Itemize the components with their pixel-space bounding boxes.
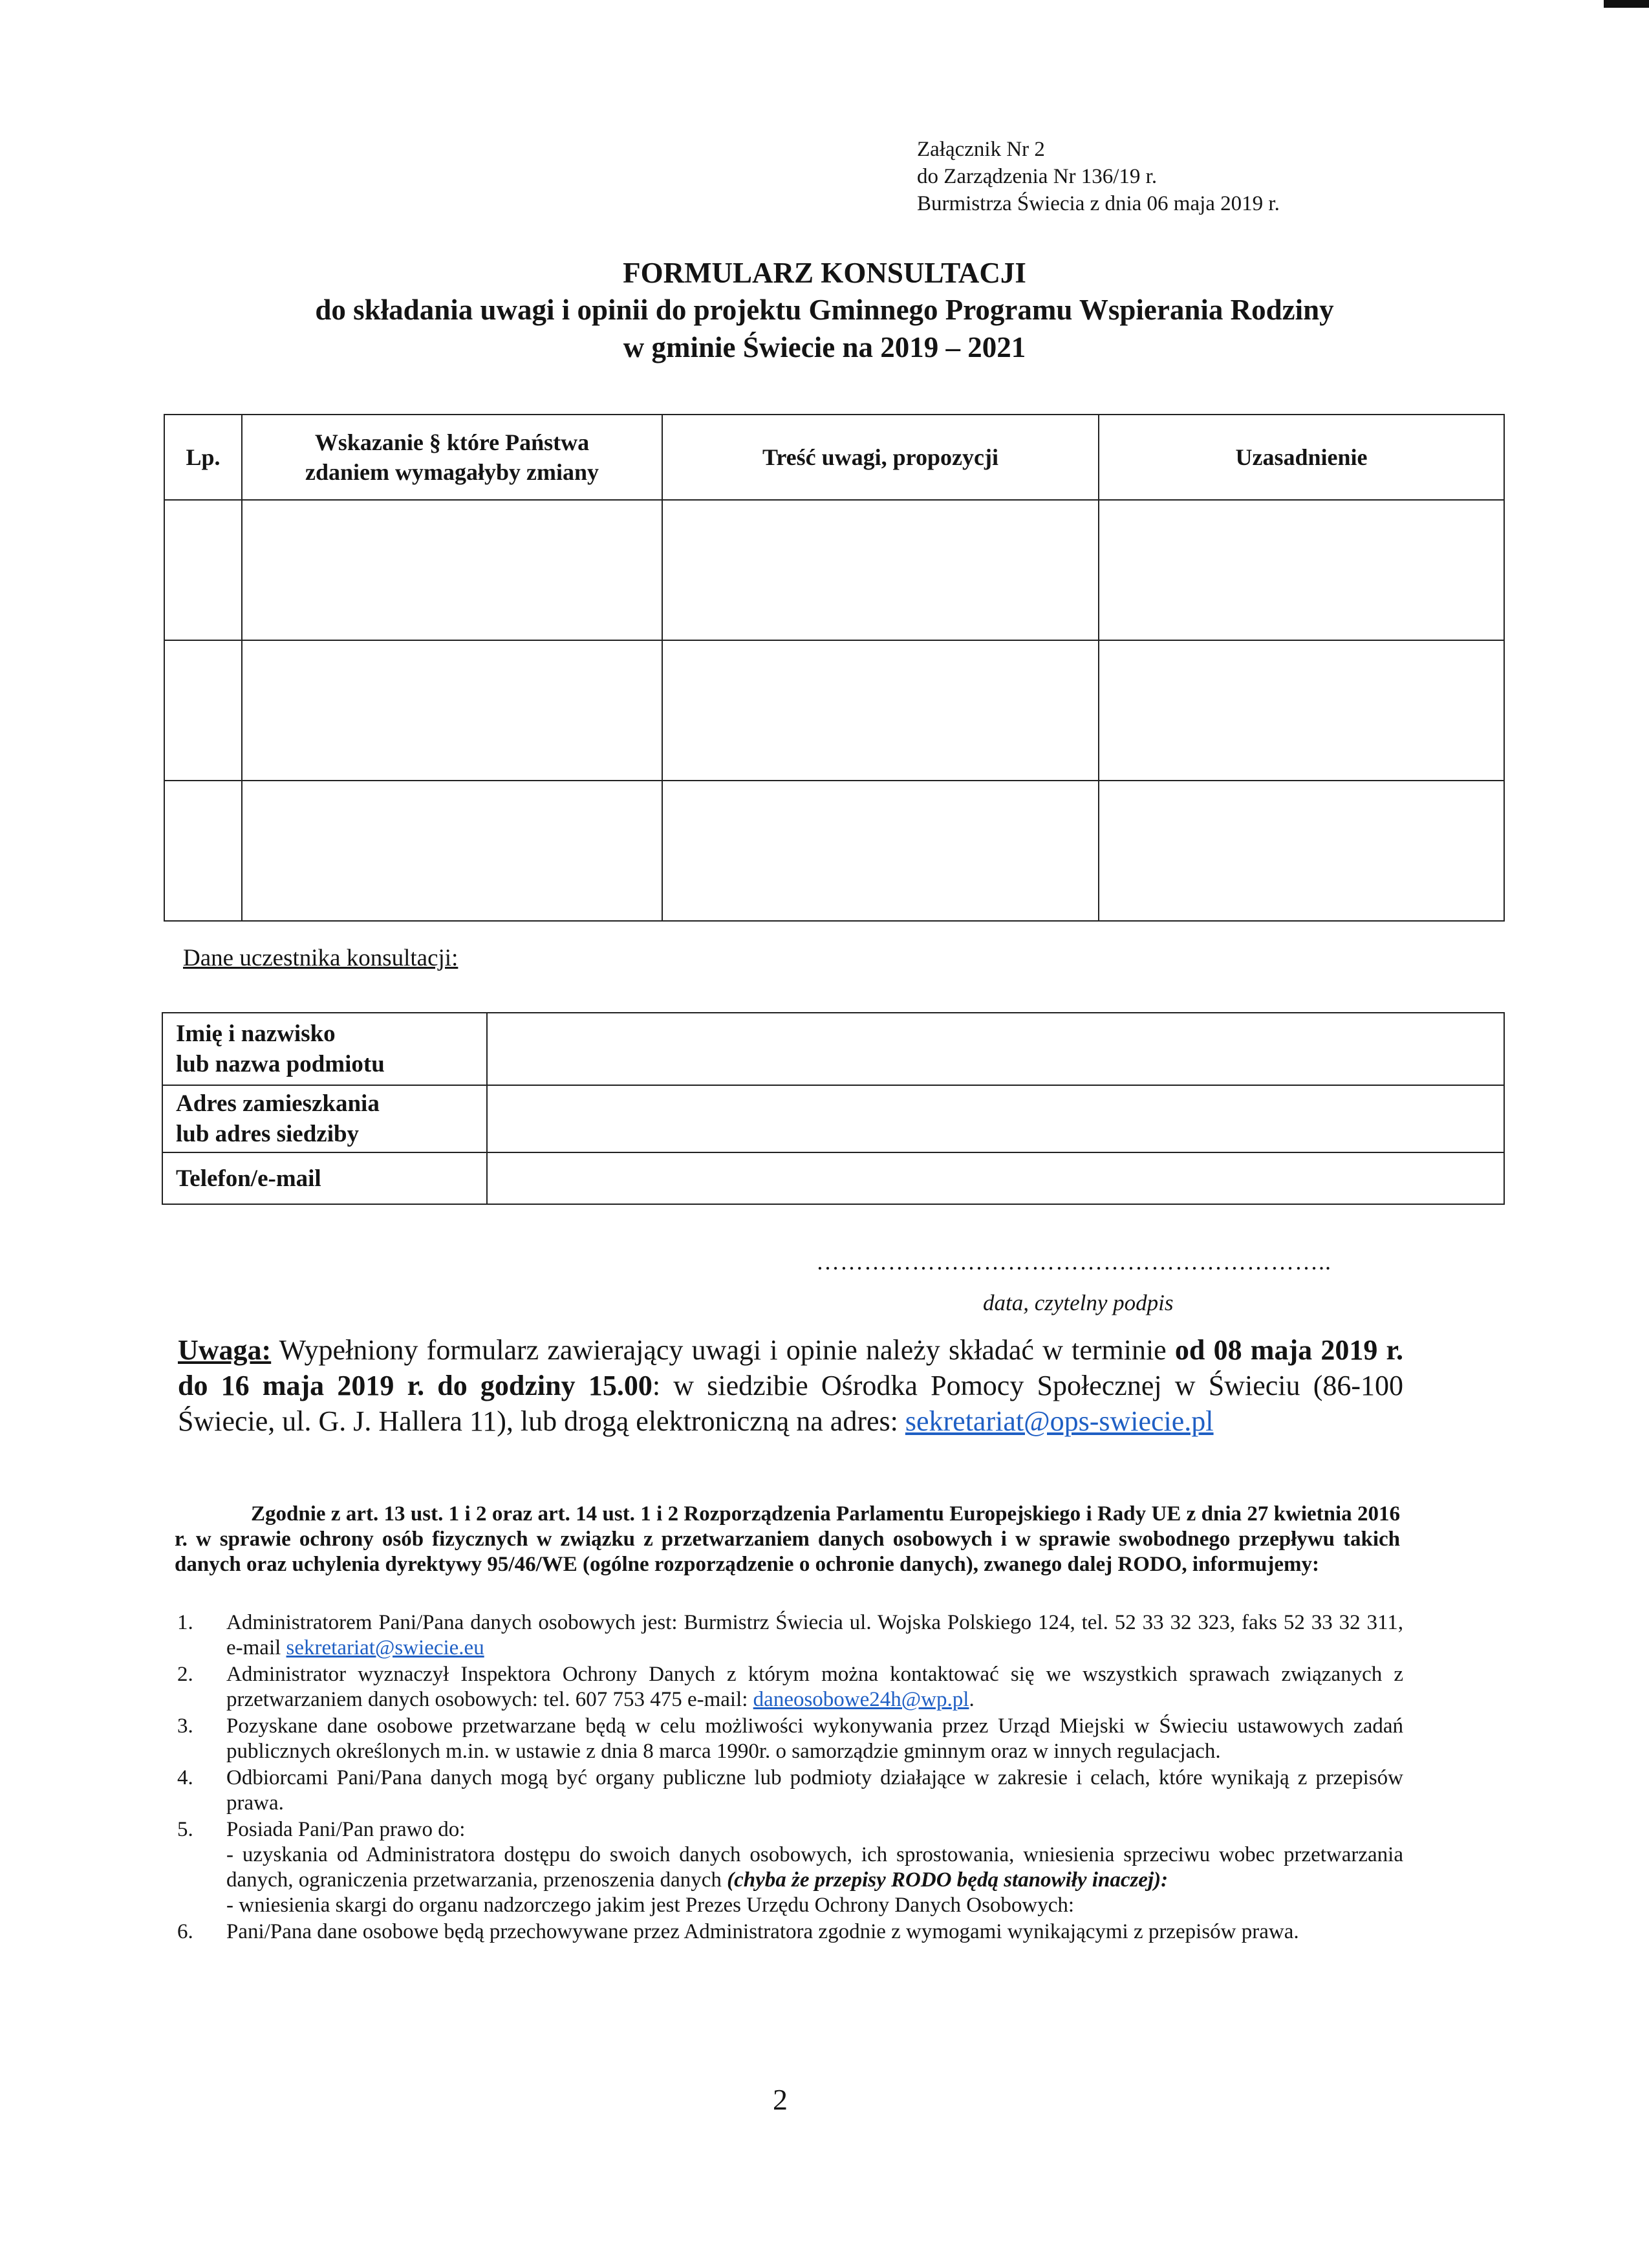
notice-email-link[interactable]: sekretariat@ops-swiecie.pl [905,1405,1214,1437]
label-name-line1: Imię i nazwisko [176,1021,336,1047]
cell-section[interactable] [242,640,662,781]
cell-justification[interactable] [1099,640,1504,781]
form-title-block [194,255,1455,366]
form-subtitle-line1: do składania uwagi i opinii do projektu Gminnego Programu Wspierania Rodziny [315,294,1334,326]
rodo-intro: Zgodnie z art. 13 ust. 1 i 2 oraz art. 14 ust. 1 i 2 Rozporządzenia Parlamentu Europejskiego i Rady UE z dnia 27 kwietnia 2016 r. w sprawie ochrony osób fizycznych w związku z przetwarzaniem danych osobowych i w sprawie swobodnego przepływu takich danych oraz uchylenia dyrektywy 95/46/WE (ogólne rozporządzenie o ochronie danych), zwanego dalej RODO, informujemy: [175,1502,1400,1576]
annex-issuer-date: Burmistrza Świecia z dnia 06 maja 2019 r. [917,192,1280,215]
notice-label: Uwaga: [178,1334,272,1366]
signature-caption: data, czytelny podpis [983,1290,1174,1315]
cell-justification[interactable] [1099,500,1504,640]
address-field[interactable] [487,1085,1504,1152]
label-contact: Telefon/e-mail [162,1152,487,1204]
notice-dates: od 08 maja 2019 r. do 16 maja 2019 r. do godziny 15.00 [178,1334,1404,1401]
notice-text-2: : w siedzibie Ośrodka Pomocy Społecznej w Świeciu (86-100 Świecie, ul. G. J. Hallera 11), lub drogą elektroniczną na adres: [178,1370,1404,1437]
item-number: 3. [177,1714,193,1738]
table-row [164,781,1504,921]
notice-text-1: Wypełniony formularz zawierający uwagi i opinie należy składać w terminie [271,1334,1175,1366]
cell-content[interactable] [662,781,1099,921]
item-number: 2. [177,1663,193,1686]
annex-note [917,136,1280,217]
annex-number: Załącznik Nr 2 [917,138,1045,161]
item-number: 1. [177,1611,193,1634]
cell-lp[interactable] [164,640,242,781]
list-item [175,1766,1403,1816]
header-section-line1: Wskazanie § które Państwa [314,429,590,455]
header-section-line2: zdaniem wymagałyby zmiany [305,459,599,485]
cell-justification[interactable] [1099,781,1504,921]
participant-row-contact [162,1152,1504,1204]
item-text: Pani/Pana dane osobowe będą przechowywane przez Administratora zgodnie z wymogami wynikającymi z przepisów prawa. [226,1920,1299,1943]
list-item [175,1662,1403,1712]
label-name [162,1013,487,1085]
label-address-line1: Adres zamieszkania [176,1090,380,1117]
item-subpoint-1 [226,1842,1403,1893]
scan-corner-mark [1604,0,1649,8]
cell-lp[interactable] [164,781,242,921]
item-number: 4. [177,1766,193,1789]
participant-table [162,1012,1505,1205]
subpoint-1-text: - uzyskania od Administratora dostępu do swoich danych osobowych, ich sprostowania, wniesienia sprzeciwu wobec przetwarzania danych, ograniczenia przetwarzania, przenoszenia danych [226,1843,1403,1892]
item-text: Odbiorcami Pani/Pana danych mogą być organy publiczne lub podmioty działające w zakresie i celach, które wynikają z przepisów prawa. [226,1766,1403,1815]
item-text: Administratorem Pani/Pana danych osobowych jest: Burmistrz Świecia ul. Wojska Polskiego 124, tel. 52 33 32 323, faks 52 33 32 311, e-mail [226,1611,1403,1659]
table-row [164,640,1504,781]
item-tail: . [969,1688,975,1711]
cell-lp[interactable] [164,500,242,640]
list-item [175,1714,1403,1764]
rodo-list [175,1610,1403,1946]
cell-section[interactable] [242,500,662,640]
participant-caption: Dane uczestnika konsultacji: [183,945,458,971]
item-text: Posiada Pani/Pan prawo do: [226,1818,466,1841]
cell-content[interactable] [662,500,1099,640]
list-item [175,1610,1403,1661]
admin-email-link[interactable]: sekretariat@swiecie.eu [286,1636,484,1659]
list-item [175,1919,1403,1945]
consultation-table [164,414,1505,922]
participant-row-name [162,1013,1504,1085]
item-number: 6. [177,1920,193,1943]
signature-line: ……………………………………………………….. [816,1249,1331,1275]
label-address-line2: lub adres siedziby [176,1121,360,1147]
participant-row-address [162,1085,1504,1152]
item-text: Administrator wyznaczył Inspektora Ochrony Danych z którym można kontaktować się we wszystkich sprawach związanych z przetwarzaniem danych osobowych: tel. 607 753 475 e-mail: [226,1663,1403,1711]
label-name-line2: lub nazwa podmiotu [176,1051,385,1077]
label-address [162,1085,487,1152]
item-text: Pozyskane dane osobowe przetwarzane będą w celu możliwości wykonywania przez Urząd Miejski w Świeciu ustawowych zadań publicznych określonych m.in. w ustawie z dnia 8 marca 1990r. o samorządzie gminnym oraz w innych regulacjach. [226,1714,1403,1763]
header-content: Treść uwagi, propozycji [662,415,1099,500]
item-subpoint-2: - wniesienia skargi do organu nadzorczego jakim jest Prezes Urzędu Ochrony Danych Osobowych: [226,1894,1075,1917]
submission-notice [178,1332,1403,1439]
consultation-table-header [164,415,1504,500]
header-section [242,415,662,500]
subpoint-1-bold: (chyba że przepisy RODO będą stanowiły inaczej): [727,1868,1169,1892]
cell-section[interactable] [242,781,662,921]
contact-field[interactable] [487,1152,1504,1204]
header-justification: Uzasadnienie [1099,415,1504,500]
page-number: 2 [773,2083,788,2116]
list-item [175,1817,1403,1918]
header-lp: Lp. [164,415,242,500]
cell-content[interactable] [662,640,1099,781]
annex-regulation: do Zarządzenia Nr 136/19 r. [917,165,1158,188]
table-row [164,500,1504,640]
form-subtitle-line2: w gminie Świecie na 2019 – 2021 [623,331,1026,363]
item-number: 5. [177,1818,193,1841]
name-field[interactable] [487,1013,1504,1085]
iod-email-link[interactable]: daneosobowe24h@wp.pl [753,1688,969,1711]
form-title: FORMULARZ KONSULTACJI [623,257,1026,289]
